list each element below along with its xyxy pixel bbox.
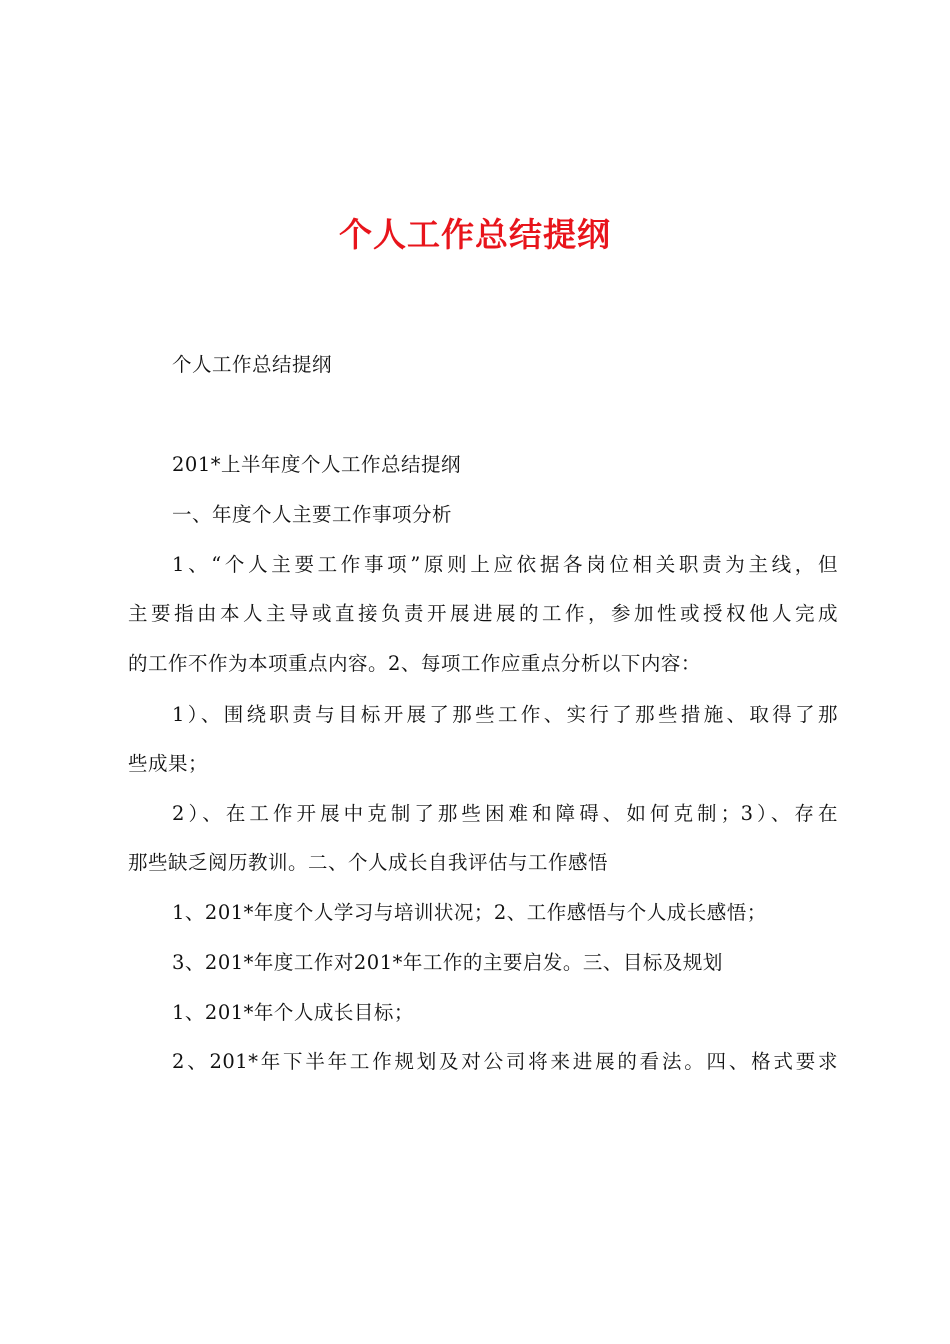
subtitle-line: 个人工作总结提纲 <box>172 353 333 376</box>
paragraph-line: 那些缺乏阅历教训。二、个人成长自我评估与工作感悟 <box>128 851 609 874</box>
paragraph-line: 1、“个人主要工作事项”原则上应依据各岗位相关职责为主线，但 <box>172 553 838 576</box>
paragraph-line: 1）、围绕职责与目标开展了那些工作、实行了那些措施、取得了那 <box>172 703 838 726</box>
paragraph-line: 主要指由本人主导或直接负责开展进展的工作，参加性或授权他人完成 <box>128 602 838 625</box>
paragraph-line: 的工作不作为本项重点内容。2、每项工作应重点分析以下内容： <box>128 652 701 675</box>
document-title: 个人工作总结提纲 <box>339 215 611 254</box>
paragraph-line: 1、201*年个人成长目标； <box>172 1001 414 1024</box>
paragraph-line: 一、年度个人主要工作事项分析 <box>172 503 453 526</box>
paragraph-line: 201*上半年度个人工作总结提纲 <box>172 453 461 476</box>
paragraph-line: 1、201*年度个人学习与培训状况；2、工作感悟与个人成长感悟； <box>172 901 767 924</box>
paragraph-line: 3、201*年度工作对201*年工作的主要启发。三、目标及规划 <box>172 951 723 974</box>
paragraph-line: 2）、在工作开展中克制了那些困难和障碍、如何克制；3）、存在 <box>172 802 838 825</box>
paragraph-line: 2、201*年下半年工作规划及对公司将来进展的看法。四、格式要求 <box>172 1050 838 1073</box>
paragraph-line: 些成果； <box>128 752 209 775</box>
